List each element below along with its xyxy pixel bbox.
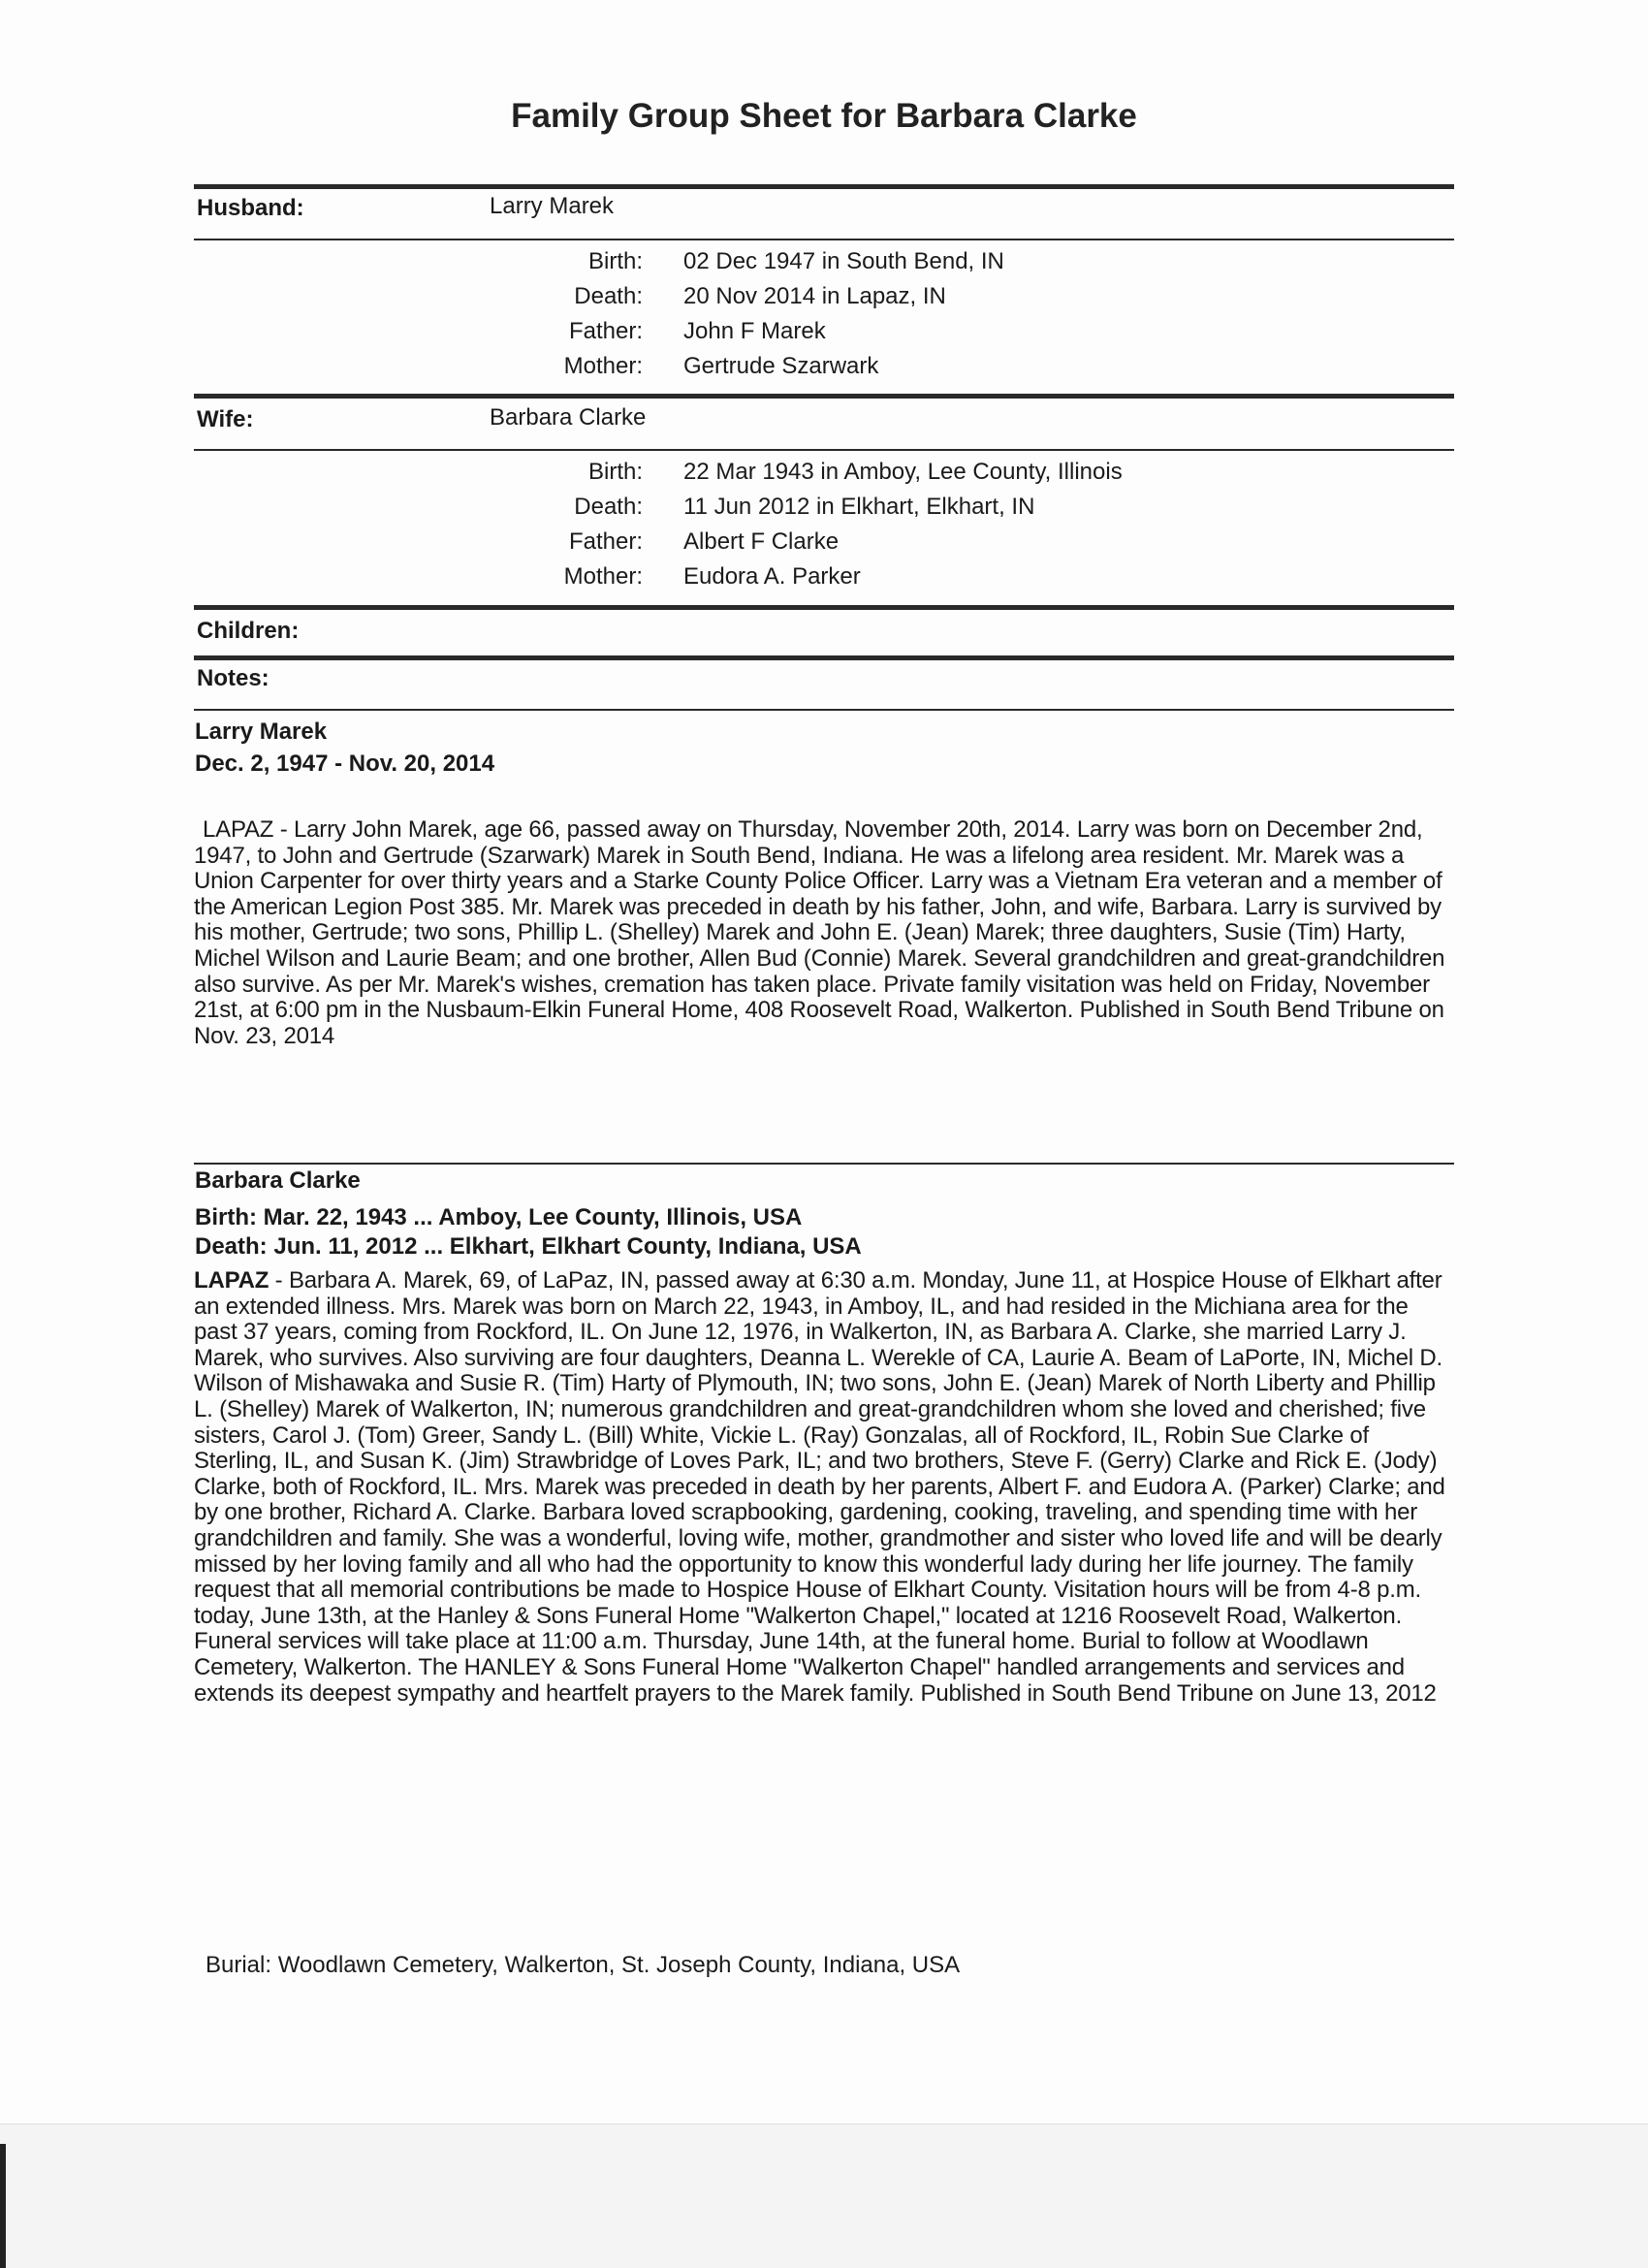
fact-label: Birth:	[587, 459, 643, 485]
wife-birth-row	[194, 459, 1454, 492]
section-rule	[194, 394, 1454, 399]
fact-label: Mother:	[563, 563, 643, 590]
section-divider	[194, 239, 1454, 240]
obituary-barbara-lead: LAPAZ	[194, 1267, 269, 1294]
fact-label: Death:	[574, 494, 643, 520]
wife-death-row	[194, 494, 1454, 527]
fact-label: Father:	[568, 318, 643, 344]
fact-value: Eudora A. Parker	[683, 563, 861, 590]
fact-label: Death:	[574, 283, 643, 309]
fact-value: John F Marek	[683, 318, 826, 344]
fact-value: 02 Dec 1947 in South Bend, IN	[683, 248, 1004, 274]
obituary-larry-text: LAPAZ - Larry John Marek, age 66, passed away on Thursday, November 20th, 2014. Larry was born on December 2nd, 1947, to John and Gertrude (Szarwark) Marek in South Bend, Indiana. He was a lifelong area resident. Mr. Marek was a Union Carpenter for over thirty years and a Starke County Police Officer. Larry was a Vietnam Era veteran and a member of the American Legion Post 385. Mr. Marek was preceded in death by his father, John, and wife, Barbara. Larry is survived by his mother, Gertrude; two sons, Phillip L. (Shelley) Marek and John E. (Jean) Marek; three daughters, Susie (Tim) Harty, Michel Wilson and Laurie Beam; and one brother, Allen Bud (Connie) Marek. Several grandchildren and great-grandchildren also survive. As per Mr. Marek's wishes, cremation has taken place. Private family visitation was held on Friday, November 21st, at 6:00 pm in the Nusbaum-Elkin Funeral Home, 408 Roosevelt Road, Walkerton. Published in South Bend Tribune on Nov. 23, 2014	[194, 816, 1445, 1049]
obituary-barbara-death: Death: Jun. 11, 2012 ... Elkhart, Elkhart County, Indiana, USA	[195, 1233, 862, 1260]
children-label: Children:	[197, 618, 300, 644]
husband-name: Larry Marek	[490, 193, 615, 219]
scan-margin	[0, 2124, 1648, 2268]
wife-mother-row	[194, 563, 1454, 596]
obituary-barbara-body: - Barbara A. Marek, 69, of LaPaz, IN, passed away at 6:30 a.m. Monday, June 11, at Hospice House of Elkhart after an extended illness. Mrs. Marek was born on March 22, 1943, in Amboy, IL, and had resided in the Michiana area for the past 37 years, coming from Rockford, IL. On June 12, 1976, in Walkerton, IN, as Barbara A. Clarke, she married Larry J. Marek, who survives. Also surviving are four daughters, Deanna L. Werekle of CA, Laurie A. Beam of LaPorte, IN, Michel D. Wilson of Mishawaka and Susie R. (Tim) Harty of Plymouth, IN; two sons, John E. (Jean) Marek of North Liberty and Phillip L. (Shelley) Marek of Walkerton, IN; numerous grandchildren and great-grandchildren whom she loved and cherished; five sisters, Carol J. (Tom) Greer, Sandy L. (Bill) White, Vickie L. (Ray) Gonzalas, all of Rockford, IL, Robin Sue Clarke of Sterling, IL, and Susan K. (Jim) Strawbridge of Loves Park, IL; and two brothers, Steve F. (Gerry) Clarke and Rick E. (Jody) Clarke, both of Rockford, IL. Mrs. Marek was preceded in death by her parents, Albert F. and Eudora A. (Parker) Clarke; and by one brother, Richard A. Clarke. Barbara loved scrapbooking, gardening, cooking, traveling, and spending time with her grandchildren and family. She was a wonderful, loving wife, mother, grandmother and sister who loved life and will be dearly missed by her loving family and all who had the opportunity to know this wonderful lady during her life journey. The family request that all memorial contributions be made to Hospice House of Elkhart County. Visitation hours will be from 4-8 p.m. today, June 13th, at the Hanley & Sons Funeral Home "Walkerton Chapel," located at 1216 Roosevelt Road, Walkerton. Funeral services will take place at 11:00 a.m. Thursday, June 14th, at the funeral home. Burial to follow at Woodlawn Cemetery, Walkerton. The HANLEY & Sons Funeral Home "Walkerton Chapel" handled arrangements and services and extends its deepest sympathy and heartfelt prayers to the Marek family. Published in South Bend Tribune on June 13, 2012	[194, 1267, 1445, 1707]
husband-label: Husband:	[197, 195, 304, 221]
section-rule	[194, 184, 1454, 189]
husband-father-row	[194, 318, 1454, 351]
fact-value: Gertrude Szarwark	[683, 353, 879, 379]
page-title: Family Group Sheet for Barbara Clarke	[511, 97, 1137, 135]
scan-edge	[0, 2144, 6, 2268]
obituary-larry-name: Larry Marek	[195, 719, 328, 745]
wife-label: Wife:	[197, 406, 254, 432]
fact-value: 22 Mar 1943 in Amboy, Lee County, Illinois	[683, 459, 1123, 485]
fact-value: 20 Nov 2014 in Lapaz, IN	[683, 283, 946, 309]
fact-label: Mother:	[563, 353, 643, 379]
notes-label: Notes:	[197, 665, 269, 691]
burial-line: Burial: Woodlawn Cemetery, Walkerton, St. Joseph County, Indiana, USA	[206, 1952, 961, 1978]
section-rule	[194, 655, 1454, 660]
fact-label: Father:	[568, 528, 643, 555]
obituary-barbara-name: Barbara Clarke	[195, 1167, 361, 1194]
wife-name: Barbara Clarke	[490, 404, 647, 431]
obituary-larry-dates: Dec. 2, 1947 - Nov. 20, 2014	[195, 751, 495, 777]
fact-value: 11 Jun 2012 in Elkhart, Elkhart, IN	[683, 494, 1035, 520]
obituary-barbara-text	[194, 1268, 1456, 1707]
husband-death-row	[194, 283, 1454, 316]
husband-birth-row	[194, 248, 1454, 281]
section-rule	[194, 605, 1454, 610]
husband-mother-row	[194, 353, 1454, 386]
wife-father-row	[194, 528, 1454, 561]
section-divider	[194, 449, 1454, 451]
obituary-barbara-birth: Birth: Mar. 22, 1943 ... Amboy, Lee County, Illinois, USA	[195, 1204, 803, 1230]
fact-value: Albert F Clarke	[683, 528, 840, 555]
fact-label: Birth:	[587, 248, 643, 274]
section-divider	[194, 709, 1454, 711]
obituary-divider	[194, 1163, 1454, 1165]
